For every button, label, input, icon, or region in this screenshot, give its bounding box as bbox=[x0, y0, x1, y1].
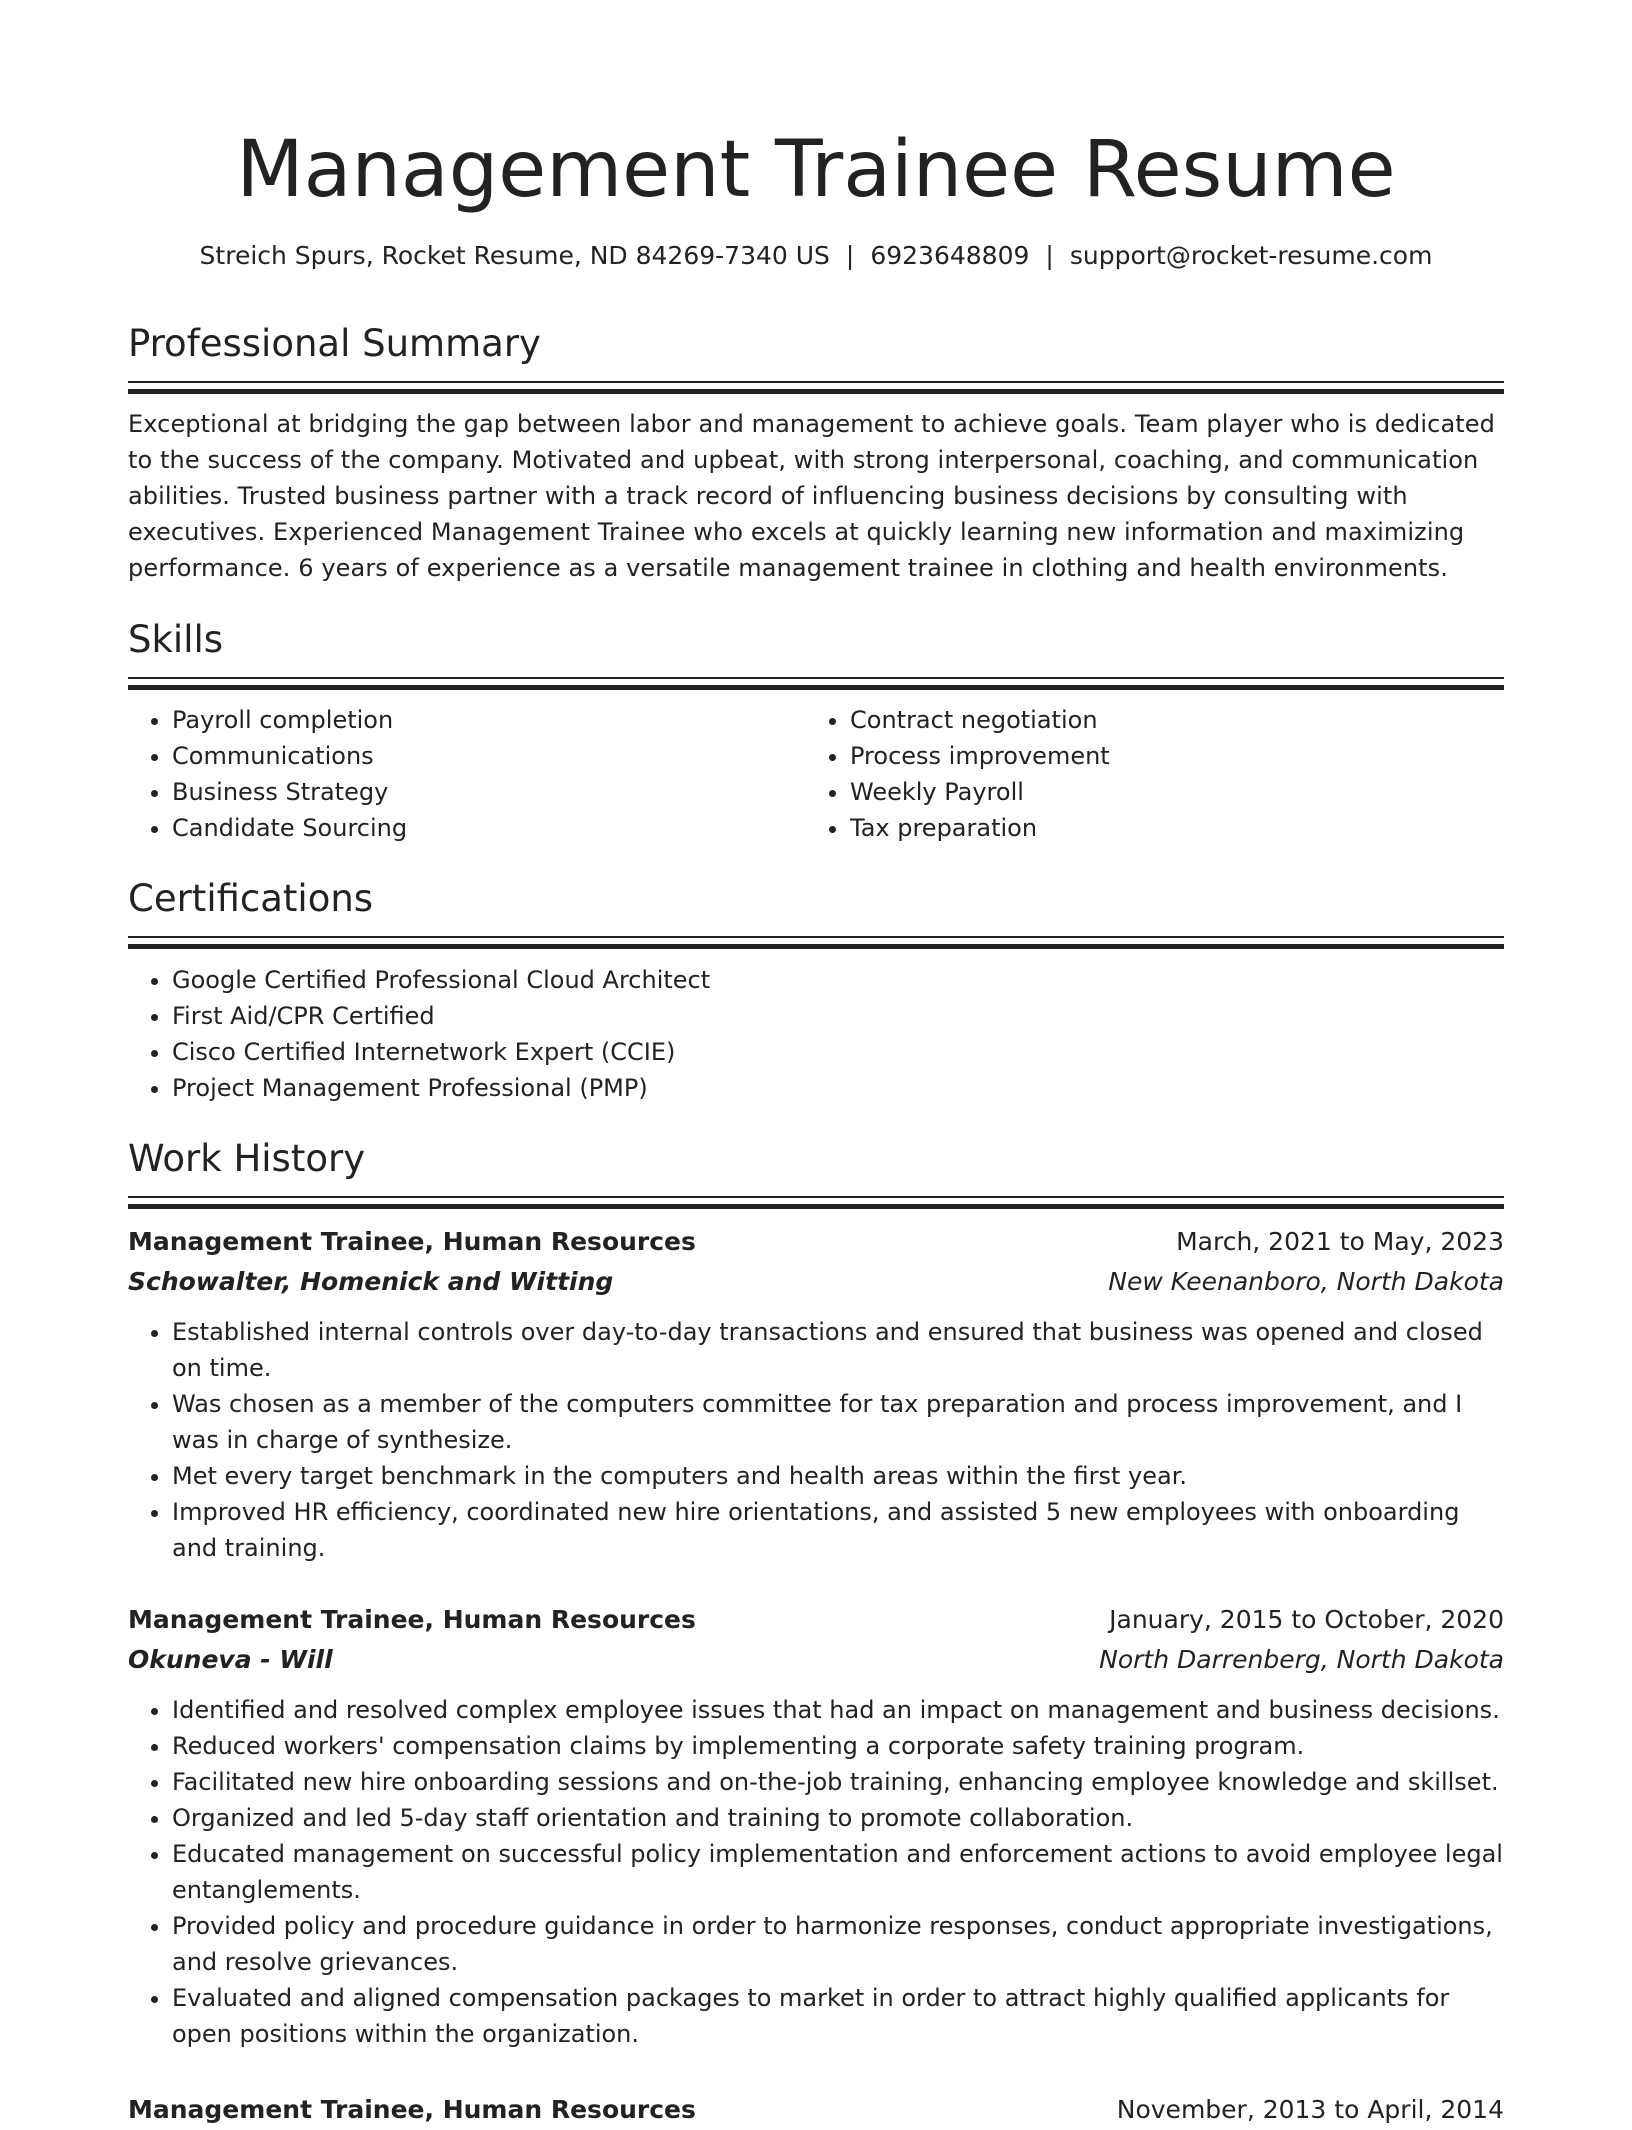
job-location: New Keenanboro, North Dakota bbox=[1108, 1267, 1504, 1296]
certification-item: • Cisco Certified Internetwork Expert (CCIE) bbox=[172, 1034, 1504, 1070]
skill-item: • Business Strategy bbox=[172, 774, 806, 810]
job-bullet: • Evaluated and aligned compensation packages to market in order to attract highly qualified applicants for open positions within the organization. bbox=[172, 1980, 1504, 2052]
summary-text: Exceptional at bridging the gap between labor and management to achieve goals. Team player who is dedicated to the success of the company. Motivated and upbeat, with strong interpersonal, coaching, and communication abilities. Trusted business partner with a track record of influencing business decisions by consulting with executives. Experienced Management Trainee who excels at quickly learning new information and maximizing performance. 6 years of experience as a versatile management trainee in clothing and health environments. bbox=[128, 410, 1495, 582]
work-history-section bbox=[128, 1133, 1504, 1210]
job-bullet: • Provided policy and procedure guidance in order to harmonize responses, conduct appropriate investigations, and resolve grievances. bbox=[172, 1908, 1504, 1980]
skill-item: • Tax preparation bbox=[850, 810, 1484, 846]
job-dates: March, 2021 to May, 2023 bbox=[1176, 1227, 1504, 1256]
job-header-row bbox=[128, 1600, 1504, 1640]
job-location: North Darrenberg, North Dakota bbox=[1099, 1645, 1504, 1674]
job-bullet: • Reduced workers' compensation claims by implementing a corporate safety training program. bbox=[172, 1728, 1504, 1764]
job-title: Management Trainee, Human Resources bbox=[128, 1227, 696, 1256]
contact-line bbox=[128, 238, 1504, 274]
resume-title: Management Trainee Resume bbox=[236, 125, 1396, 215]
job-bullet: • Identified and resolved complex employee issues that had an impact on management and business decisions. bbox=[172, 1692, 1504, 1728]
contact-address: Streich Spurs, Rocket Resume, ND 84269-7340 US bbox=[199, 241, 830, 270]
job-entry bbox=[128, 2090, 1504, 2130]
skill-item: • Process improvement bbox=[850, 738, 1484, 774]
job-bullet: • Was chosen as a member of the computers committee for tax preparation and process improvement, and I was in charge of synthesize. bbox=[172, 1386, 1504, 1458]
certification-item: • Google Certified Professional Cloud Architect bbox=[172, 962, 1504, 998]
skill-item: • Communications bbox=[172, 738, 806, 774]
job-bullets bbox=[128, 1314, 1504, 1566]
job-company: Schowalter, Homenick and Witting bbox=[128, 1267, 614, 1296]
certifications-heading: Certifications bbox=[128, 877, 374, 920]
job-title: Management Trainee, Human Resources bbox=[128, 2095, 696, 2124]
skills-section bbox=[128, 614, 1504, 691]
summary-section bbox=[128, 318, 1504, 395]
contact-separator: | bbox=[1045, 241, 1054, 270]
job-dates: January, 2015 to October, 2020 bbox=[1109, 1605, 1504, 1634]
work-history-heading: Work History bbox=[128, 1137, 366, 1180]
skill-item: • Weekly Payroll bbox=[850, 774, 1484, 810]
summary-heading: Professional Summary bbox=[128, 322, 541, 365]
job-header-row bbox=[128, 2090, 1504, 2130]
skills-column-left bbox=[128, 702, 806, 846]
section-divider bbox=[128, 936, 1504, 950]
job-title: Management Trainee, Human Resources bbox=[128, 1605, 696, 1634]
job-bullet: • Facilitated new hire onboarding sessions and on-the-job training, enhancing employee knowledge and skillset. bbox=[172, 1764, 1504, 1800]
contact-email[interactable]: support@rocket-resume.com bbox=[1069, 241, 1433, 270]
certification-item: • Project Management Professional (PMP) bbox=[172, 1070, 1504, 1106]
skill-item: • Contract negotiation bbox=[850, 702, 1484, 738]
job-bullet: • Educated management on successful policy implementation and enforcement actions to avoid employee legal entanglements. bbox=[172, 1836, 1504, 1908]
contact-separator: | bbox=[845, 241, 855, 270]
job-bullet: • Improved HR efficiency, coordinated new hire orientations, and assisted 5 new employees with onboarding and training. bbox=[172, 1494, 1504, 1566]
skill-item: • Payroll completion bbox=[172, 702, 806, 738]
job-company: Okuneva - Will bbox=[128, 1645, 333, 1674]
certifications-list bbox=[128, 962, 1504, 1106]
skill-item: • Candidate Sourcing bbox=[172, 810, 806, 846]
skills-heading: Skills bbox=[128, 618, 224, 661]
skills-column-right bbox=[806, 702, 1484, 846]
certification-item: • First Aid/CPR Certified bbox=[172, 998, 1504, 1034]
job-bullet: • Established internal controls over day-to-day transactions and ensured that business was opened and closed on time. bbox=[172, 1314, 1504, 1386]
job-entry bbox=[128, 1222, 1504, 1566]
job-company-row bbox=[128, 1262, 1504, 1302]
job-bullet: • Organized and led 5-day staff orientation and training to promote collaboration. bbox=[172, 1800, 1504, 1836]
section-divider bbox=[128, 1196, 1504, 1210]
job-company-row bbox=[128, 1640, 1504, 1680]
certifications-section bbox=[128, 873, 1504, 950]
section-divider bbox=[128, 677, 1504, 691]
contact-phone: 6923648809 bbox=[870, 241, 1030, 270]
job-bullet: • Met every target benchmark in the computers and health areas within the first year. bbox=[172, 1458, 1504, 1494]
section-divider bbox=[128, 381, 1504, 395]
job-bullets bbox=[128, 1692, 1504, 2052]
job-entry bbox=[128, 1600, 1504, 2052]
job-dates: November, 2013 to April, 2014 bbox=[1116, 2095, 1504, 2124]
job-header-row bbox=[128, 1222, 1504, 1262]
